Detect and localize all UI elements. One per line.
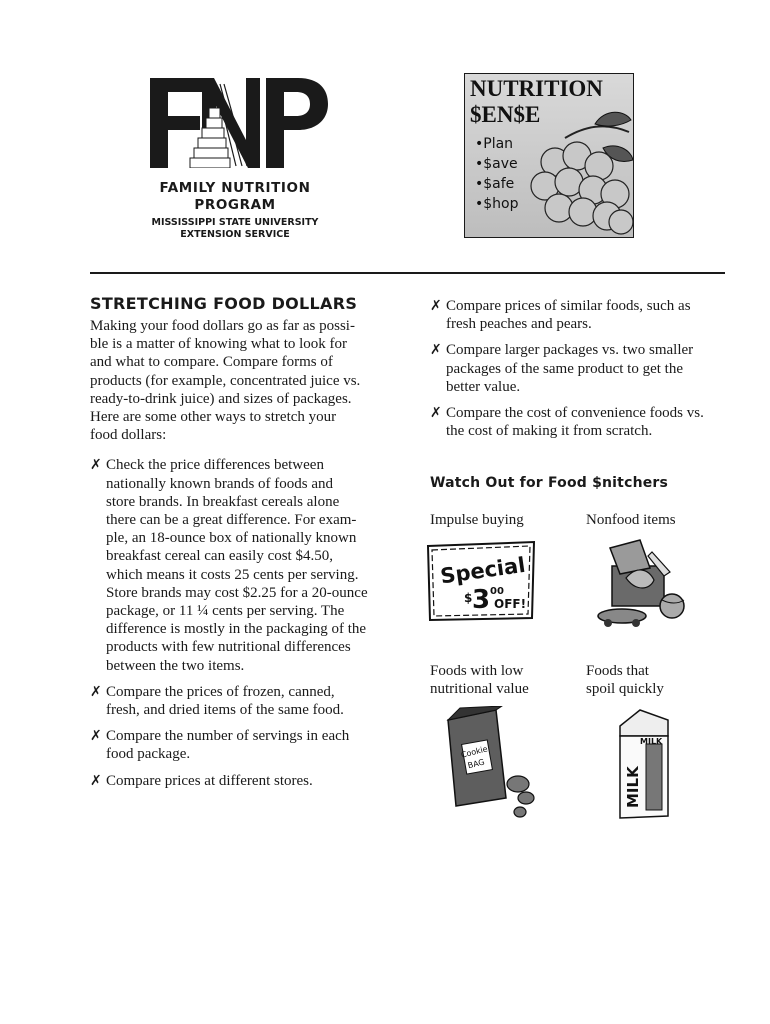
badge-subtitle: $EN$E bbox=[470, 102, 541, 127]
list-item: ✗ Compare prices at different stores. bbox=[90, 772, 313, 789]
sign-price-text: 3 bbox=[472, 585, 491, 615]
list-item: ✗ Compare the number of servings in each food package. bbox=[90, 728, 350, 763]
right-bullet-list bbox=[430, 297, 730, 440]
program-name-line2: PROGRAM bbox=[194, 197, 276, 213]
nonfood-items-label: Nonfood items bbox=[586, 512, 676, 528]
right-column bbox=[430, 297, 730, 440]
list-item: ✗ Check the price differences between nationally known brands of foods and store brands. In breakfast cereals alone there can be a great difference. For exam- ple, an 18-ounce box of nationally known breakfast cereal can easily cost $4.50, which means it costs 25 cents per serving. Store brands may cost $2.25 for a 20-ounce package, or 11 ¼ cents per serving. The difference is mostly in the packaging of the products with few nutritional differences between the two items. bbox=[90, 457, 368, 674]
badge-item-safe: •$afe bbox=[475, 176, 515, 192]
intro-paragraph: Making your food dollars go as far as possi- ble is a matter of knowing what to look for and what to compare. Compare forms of products (for example, concentrated juice vs. ready-to-drink juice) and sizes of packages. Here are some other ways to stretch your food dollars: bbox=[90, 318, 361, 444]
header-divider bbox=[90, 272, 725, 274]
x-mark-icon: ✗ bbox=[90, 772, 102, 789]
sign-off-text: OFF! bbox=[494, 597, 527, 611]
list-item: ✗ Compare prices of similar foods, such as fresh peaches and pears. bbox=[430, 298, 691, 333]
list-item: ✗ Compare the prices of frozen, canned, fresh, and dried items of the same food. bbox=[90, 683, 344, 719]
left-bullet-list bbox=[90, 456, 390, 789]
x-mark-icon: ✗ bbox=[430, 342, 442, 359]
university-line2: EXTENSION SERVICE bbox=[180, 229, 290, 240]
sign-cents-text: 00 bbox=[490, 586, 504, 597]
milk-carton-illustration bbox=[610, 708, 672, 820]
university-line1: MISSISSIPPI STATE UNIVERSITY bbox=[151, 217, 319, 228]
milk-side-text: MILK bbox=[624, 766, 642, 808]
cookie-bag-illustration bbox=[440, 706, 540, 818]
snitchers-title: Watch Out for Food $nitchers bbox=[430, 475, 669, 491]
x-mark-icon: ✗ bbox=[90, 457, 102, 474]
program-name-line1: FAMILY NUTRITION bbox=[159, 180, 311, 196]
low-value-label: Foods with low nutritional value bbox=[430, 663, 529, 697]
x-mark-icon: ✗ bbox=[430, 298, 442, 314]
x-mark-icon: ✗ bbox=[90, 728, 102, 745]
section-title: STRETCHING FOOD DOLLARS bbox=[90, 294, 358, 313]
badge-title: NUTRITION bbox=[470, 76, 603, 101]
badge-item-plan: •Plan bbox=[475, 136, 514, 152]
university-name bbox=[148, 217, 322, 241]
x-mark-icon: ✗ bbox=[430, 405, 442, 422]
special-sign-illustration bbox=[424, 540, 538, 622]
list-item: ✗ Compare larger packages vs. two smaller packages of the same product to get the better value. bbox=[430, 342, 694, 395]
left-column bbox=[90, 294, 390, 790]
sign-special-text: Special bbox=[438, 552, 527, 589]
fnp-logo bbox=[150, 78, 330, 168]
coins-and-cherries-illustration bbox=[525, 104, 633, 237]
program-name bbox=[150, 180, 320, 214]
spoil-label: Foods that spoil quickly bbox=[586, 663, 664, 697]
nonfood-items-illustration bbox=[592, 538, 702, 630]
list-item: ✗ Compare the cost of convenience foods vs. the cost of making it from scratch. bbox=[430, 405, 704, 440]
nutrition-sense-badge bbox=[464, 73, 634, 238]
milk-top-text: MILK bbox=[640, 737, 663, 746]
badge-item-save: •$ave bbox=[475, 156, 518, 172]
x-mark-icon: ✗ bbox=[90, 683, 102, 700]
bag-label-text: Cookie bbox=[460, 744, 489, 760]
sign-dollar-text: $ bbox=[464, 591, 473, 605]
impulse-buying-label: Impulse buying bbox=[430, 512, 524, 528]
bag-label-text-2: BAG bbox=[466, 757, 486, 771]
badge-item-shop: •$hop bbox=[475, 196, 519, 212]
badge-list bbox=[475, 134, 519, 214]
